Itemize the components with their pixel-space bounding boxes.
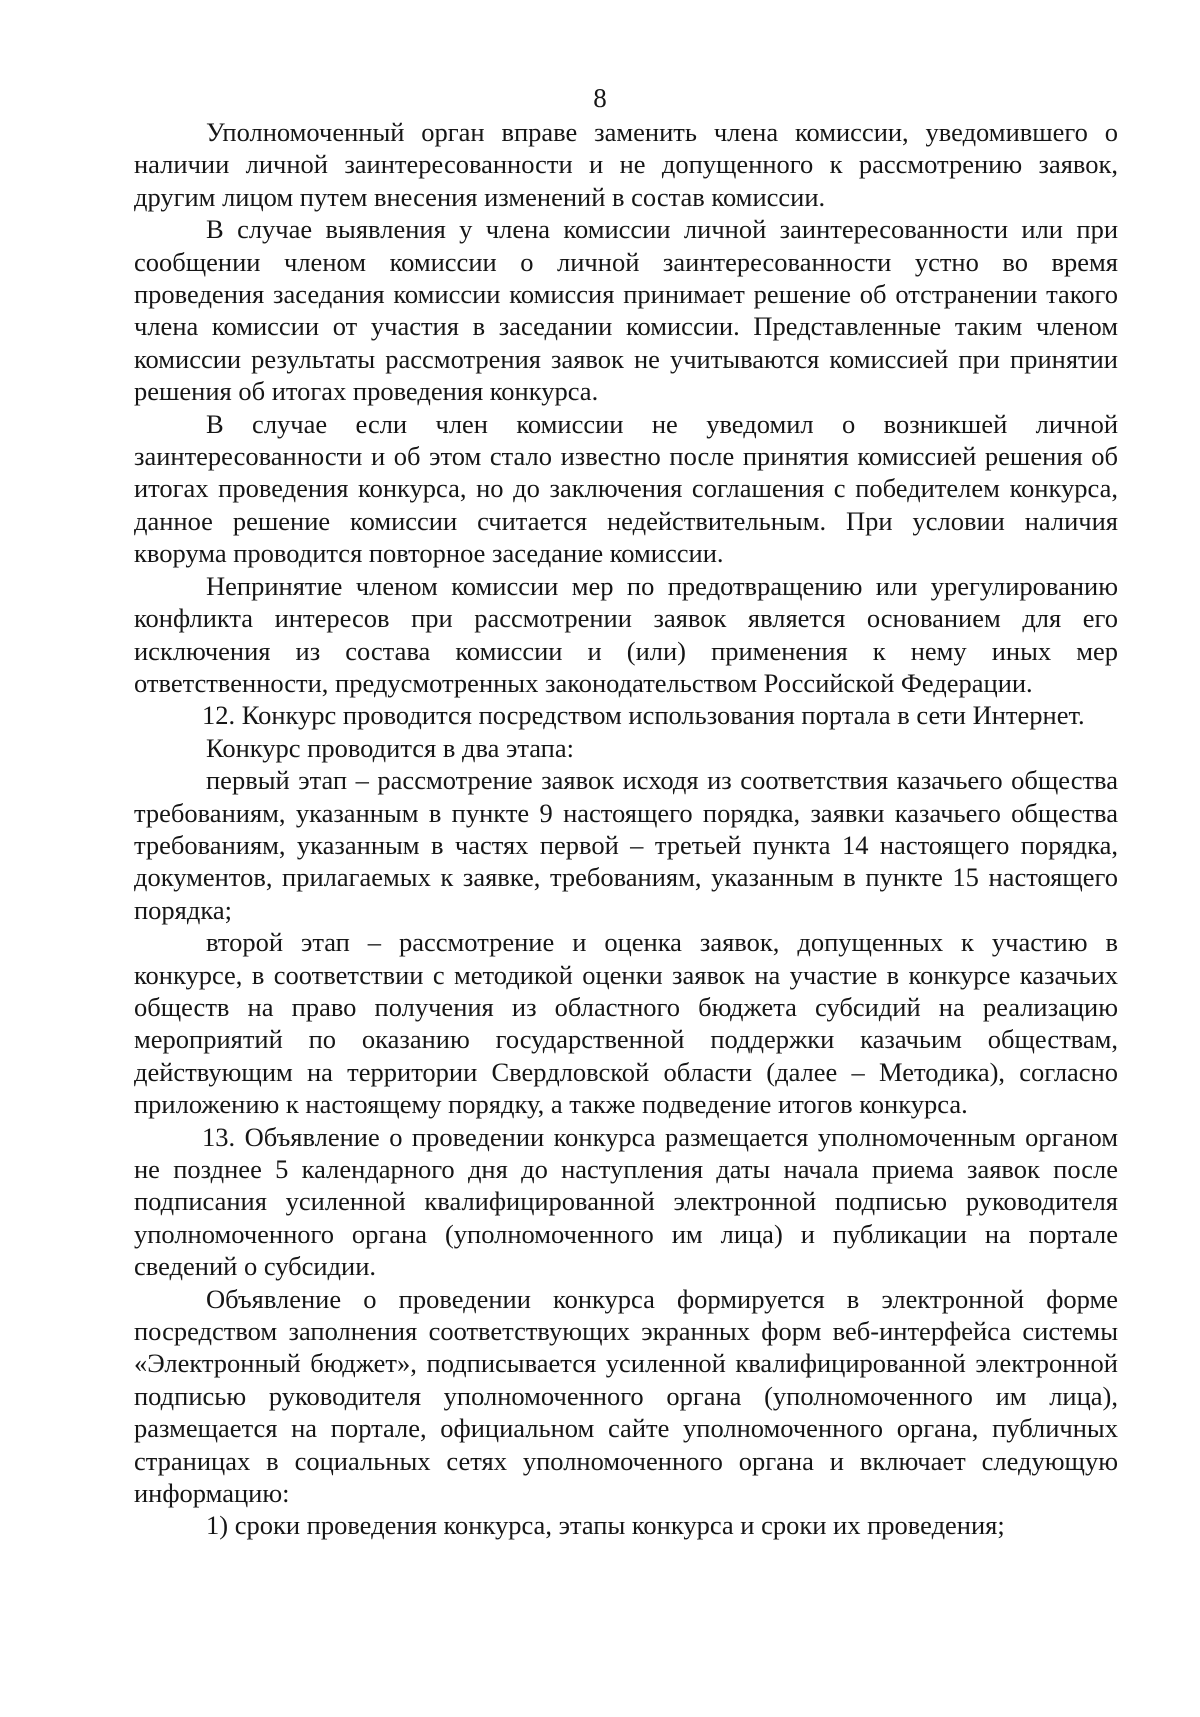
paragraph-conflict-detected: В случае выявления у члена комиссии личной заинтересованности или при сообщении членом комиссии о личной заинтересованности устно во время проведения заседания комиссии комиссия принимает решение об отстранении такого члена комиссии от участия в заседании комиссии. Представленные таким членом комиссии результаты рассмотрения заявок не учитываются комиссией при принятии решения об итогах проведения конкурса. [134,214,1118,407]
list-item-1: 1) сроки проведения конкурса, этапы конкурса и сроки их проведения; [206,1510,1005,1541]
paragraph-item-13: 13. Объявление о проведении конкурса размещается уполномоченным органом не позднее 5 календарного дня до наступления даты начала приема заявок после подписания усиленной квалифицированной электронной подписью руководителя уполномоченного органа (уполномоченного им лица) и публикации на портале сведений о субсидии. [134,1121,1118,1282]
paragraph-not-notified: В случае если член комиссии не уведомил о возникшей личной заинтересованности и об этом стало известно после принятия комиссией решения об итогах проведения конкурса, но до заключения соглашения с победителем конкурса, данное решение комиссии считается недействительным. При условии наличия кворума проводится повторное заседание комиссии. [134,408,1118,569]
paragraph-two-stages: Конкурс проводится в два этапа: [206,732,574,763]
page-number: 8 [593,83,607,113]
paragraph-item-12: 12. Конкурс проводится посредством использования портала в сети Интернет. [202,700,1085,731]
paragraph-first-stage: первый этап – рассмотрение заявок исходя из соответствия казачьего общества требованиям, указанным в пункте 9 настоящего порядка, заявки казачьего общества требованиям, указанным в частях первой – третьей пункта 14 настоящего порядка, документов, прилагаемых к заявке, требованиям, указанным в пункте 15 настоящего порядка; [134,765,1118,925]
paragraph-replace-member: Уполномоченный орган вправе заменить члена комиссии, уведомившего о наличии личной заинтересованности и не допущенного к рассмотрению заявок, другим лицом путем внесения изменений в состав комиссии. [134,117,1118,212]
paragraph-second-stage: второй этап – рассмотрение и оценка заявок, допущенных к участию в конкурсе, в соответствии с методикой оценки заявок на участие в конкурсе казачьих обществ на право получения из областного бюджета субсидий на реализацию мероприятий по оказанию государственной поддержки казачьим обществам, действующим на территории Свердловской области (далее – Методика), согласно приложению к настоящему порядку, а также подведение итогов конкурса. [134,927,1118,1120]
paragraph-failure-to-act: Непринятие членом комиссии мер по предотвращению или урегулированию конфликта интересов при рассмотрении заявок является основанием для его исключения из состава комиссии и (или) применения к нему иных мер ответственности, предусмотренных законодательством Российской Федерации. [134,570,1118,698]
paragraph-announcement-form: Объявление о проведении конкурса формируется в электронной форме посредством заполнения соответствующих экранных форм веб-интерфейса системы «Электронный бюджет», подписывается усиленной квалифицированной электронной подписью руководителя уполномоченного органа (уполномоченного им лица), размещается на портале, официальном сайте уполномоченного органа, публичных страницах в социальных сетях уполномоченного органа и включает следующую информацию: [134,1283,1118,1509]
document-body [134,116,1118,1542]
